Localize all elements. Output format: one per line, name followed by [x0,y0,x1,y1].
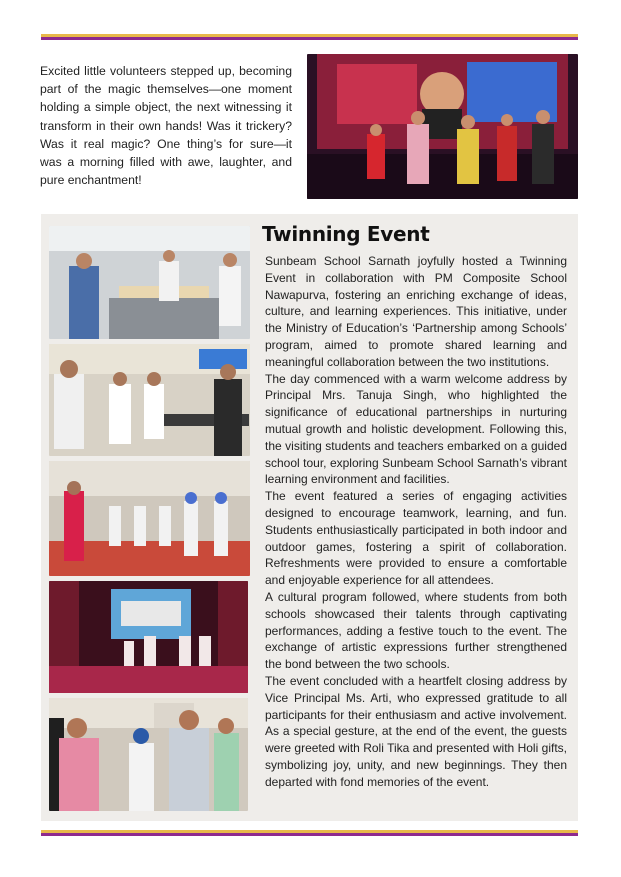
bottom-divider-stripe [41,830,578,836]
intro-text-block [40,62,292,189]
article-paragraph: The day commenced with a warm welcome address by Principal Mrs. Tanuja Singh, who highlighted the significance of educational partnerships in nurturing mutual growth and holistic development. Following this, the visiting students and teachers embarked on a guided school tour, exploring Sunbeam School Sarnath’s vibrant learning environment and facilities. [265,371,567,487]
photo-holi-gift-greeting [49,698,248,811]
article-paragraph: The event concluded with a heartfelt closing address by Vice Principal Ms. Arti, who expressed gratitude to all participants for their enthusiasm and active involvement. As a special gesture, at the end of the event, the guests were greeted with Roli Tika and presented with Holi gifts, symbolizing joy, unity, and new beginnings. They then departed with fond memories of the event. [265,673,567,789]
article-title: Twinning Event [262,222,430,246]
article-paragraph: The event featured a series of engaging activities designed to encourage teamwork, learning, and fun. Students enthusiastically participated in both indoor and outdoor games, fostering a spirit of collaboration. Refreshments were provided to ensure a comfortable and enjoyable experience for all attendees. [265,489,567,588]
article-paragraph: Sunbeam School Sarnath joyfully hosted a Twinning Event in collaboration with PM Composite School Nawapurva, fostering an enriching exchange of ideas, culture, and learning experiences. This initiative, under the Ministry of Education’s ‘Partnership among Schools’ program, aimed to promote shared learning and meaningful collaboration between the two institutions. [265,254,567,369]
intro-paragraph: Excited little volunteers stepped up, becoming part of the magic themselves—one moment holding a simple object, the next witnessing it transform in their own hands! Was it trickery? Was it real magic? One thing’s for sure—it was a morning filled with awe, laughter, and pure enchantment! [40,64,292,188]
photo-outdoor-games [49,461,250,576]
magic-show-photo [307,54,578,199]
article-paragraph: A cultural program followed, where students from both schools showcased their talents through captivating performances, adding a festive touch to the event. The exchange of artistic expressions further strengthened the bond between the two schools. [265,589,567,672]
top-divider-stripe [41,34,578,40]
photo-lab-visit [49,344,250,456]
article-body [265,253,567,791]
photo-classroom-activity [49,226,250,339]
photo-cultural-program [49,581,248,693]
